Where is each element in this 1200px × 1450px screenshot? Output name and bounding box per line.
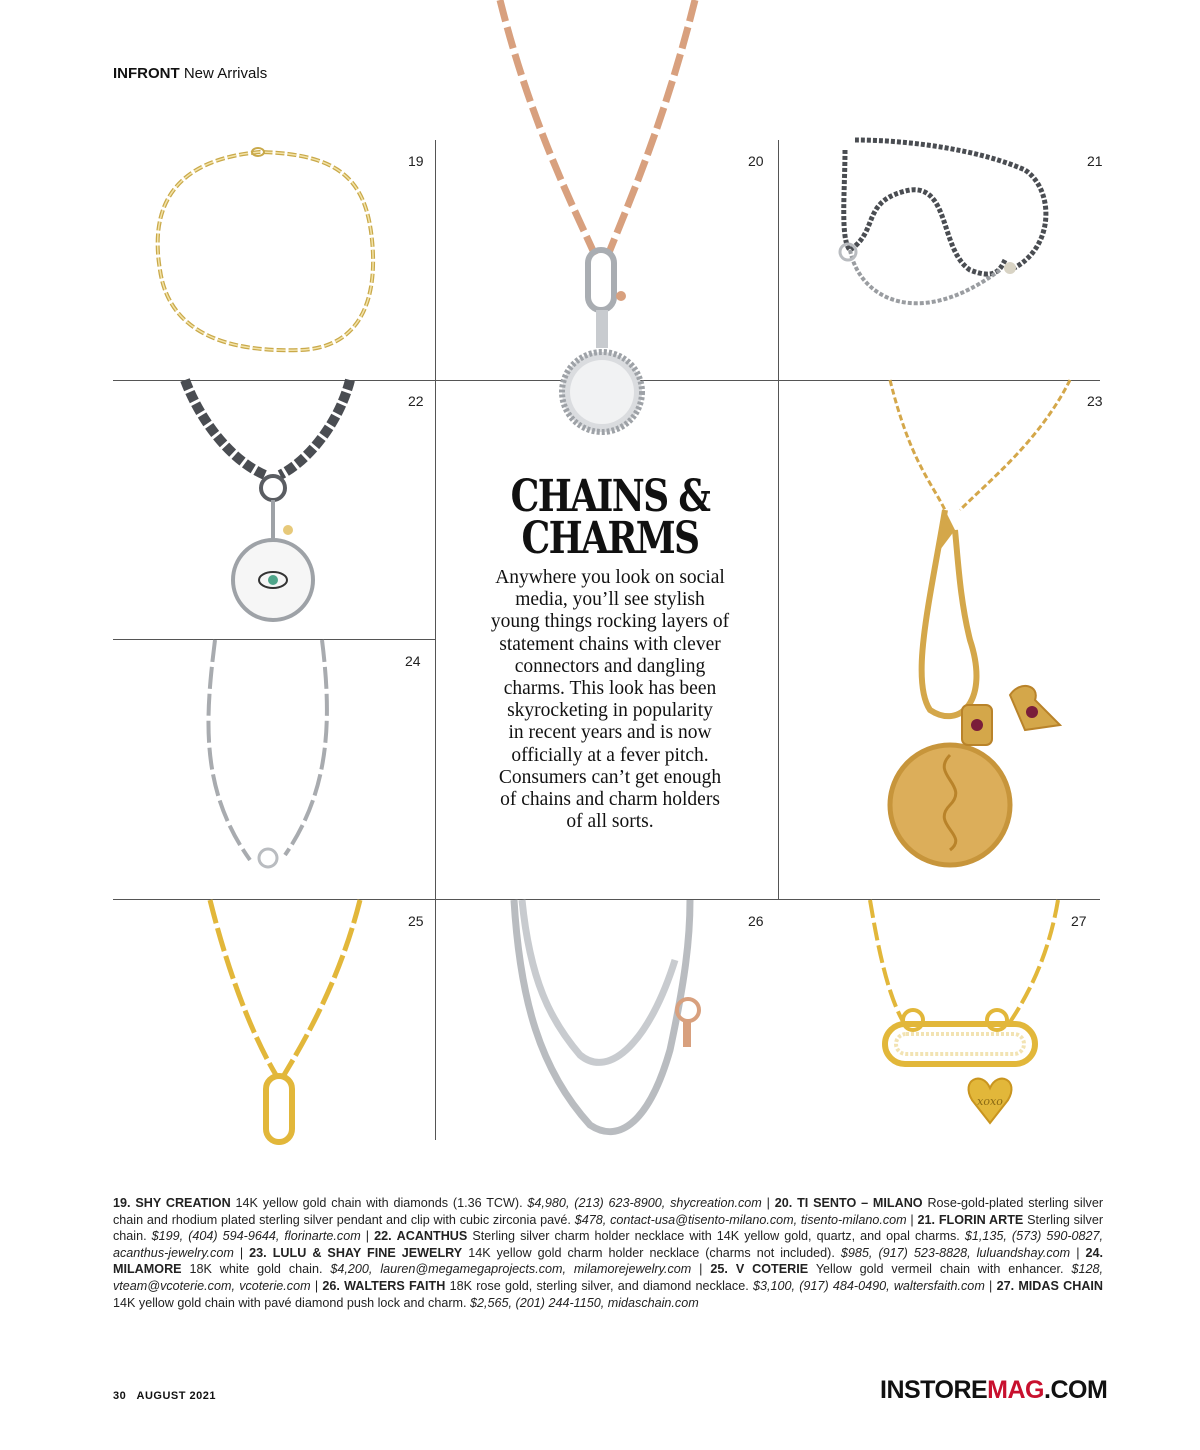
- product-captions: [113, 1195, 1103, 1311]
- intro-line: officially at a fever pitch.: [511, 744, 709, 766]
- section-subtitle: New Arrivals: [183, 65, 268, 82]
- issue-date: AUGUST 2021: [136, 1390, 216, 1402]
- page-footer: [113, 1390, 216, 1402]
- necklace-26-image: [500, 900, 730, 1155]
- caption-26: 26. WALTERS FAITH 18K rose gold, sterling silver, and diamond necklace. $3,100, (917) 484-0490, waltersfaith.com |: [322, 1278, 997, 1293]
- grid-divider: [778, 140, 779, 900]
- intro-line: in recent years and is now: [508, 722, 712, 744]
- necklace-20-image: [480, 0, 740, 440]
- item-number-25: 25: [408, 913, 424, 929]
- intro-line: charms. This look has been: [503, 678, 717, 700]
- caption-23: 23. LULU & SHAY FINE JEWELRY 14K yellow gold charm holder necklace (charms not included). $985, (917) 523-8828, luluandshay.com |: [249, 1245, 1086, 1260]
- item-number-21: 21: [1087, 153, 1103, 169]
- item-number-27: 27: [1071, 913, 1087, 929]
- intro-line: skyrocketing in popularity: [507, 700, 713, 722]
- caption-20: 20. TI SENTO – MILANO Rose-gold-plated sterling silver chain and rhodium plated sterling silver pendant and clip with cubic zirconia pavé. $478, contact-usa@tisento-milano.com, tisento-milano.com |: [113, 1196, 1104, 1227]
- intro-line: statement chains with clever: [499, 633, 721, 655]
- article-title-line-2: CHARMS: [521, 513, 699, 564]
- necklace-27-image: [860, 900, 1070, 1160]
- necklace-19-image: [140, 140, 400, 370]
- necklace-21-image: [820, 140, 1080, 370]
- caption-21: 21. FLORIN ARTE Sterling silver chain. $199, (404) 594-9644, florinarte.com |: [113, 1212, 1104, 1244]
- intro-line: young things rocking layers of: [490, 611, 730, 633]
- caption-19: 19. SHY CREATION 14K yellow gold chain with diamonds (1.36 TCW). $4,980, (213) 623-8900, shycreation.com |: [113, 1196, 775, 1210]
- section-name: INFRONT: [113, 65, 180, 82]
- item-number-26: 26: [748, 913, 764, 929]
- article-title-line-1: CHAINS &: [510, 471, 710, 522]
- intro-line: Anywhere you look on social: [495, 567, 725, 588]
- necklace-24-image: [190, 640, 350, 880]
- item-number-20: 20: [748, 153, 764, 169]
- article-title: [471, 471, 750, 564]
- necklace-23-image: [870, 380, 1090, 880]
- site-logo: INSTOREMAG.COM: [880, 1376, 1108, 1404]
- section-header: [113, 65, 267, 82]
- intro-line: media, you’ll see stylish: [515, 589, 705, 611]
- necklace-22-image: [170, 380, 370, 630]
- article-intro: [470, 567, 750, 833]
- intro-line: connectors and dangling: [514, 655, 706, 677]
- item-number-22: 22: [408, 393, 424, 409]
- intro-line: of chains and charm holders: [500, 789, 720, 811]
- intro-line: Consumers can’t get enough: [498, 766, 722, 788]
- item-number-19: 19: [408, 153, 424, 169]
- heart-charm-engraving: xoxo: [977, 1095, 1003, 1108]
- caption-27: 27. MIDAS CHAIN 14K yellow gold chain with pavé diamond push lock and charm. $2,565, (201) 244-1150, midaschain.com: [113, 1278, 1104, 1310]
- necklace-25-image: [200, 900, 380, 1150]
- intro-line: of all sorts.: [566, 811, 654, 833]
- item-number-23: 23: [1087, 393, 1103, 409]
- caption-25: 25. V COTERIE Yellow gold vermeil chain with enhancer. $128, vteam@vcoterie.com, vcoterie.com |: [113, 1262, 1103, 1293]
- grid-divider: [435, 140, 436, 1140]
- caption-24: 24. MILAMORE 18K white gold chain. $4,200, lauren@megamegaprojects.com, milamorejewelry.com |: [113, 1245, 1104, 1277]
- caption-22: 22. ACANTHUS Sterling silver charm holder necklace with 14K yellow gold, quartz, and opal charms. $1,135, (573) 590-0827, acanthus-jewelry.com |: [113, 1229, 1104, 1260]
- page-number: 30: [113, 1390, 127, 1402]
- item-number-24: 24: [405, 653, 421, 669]
